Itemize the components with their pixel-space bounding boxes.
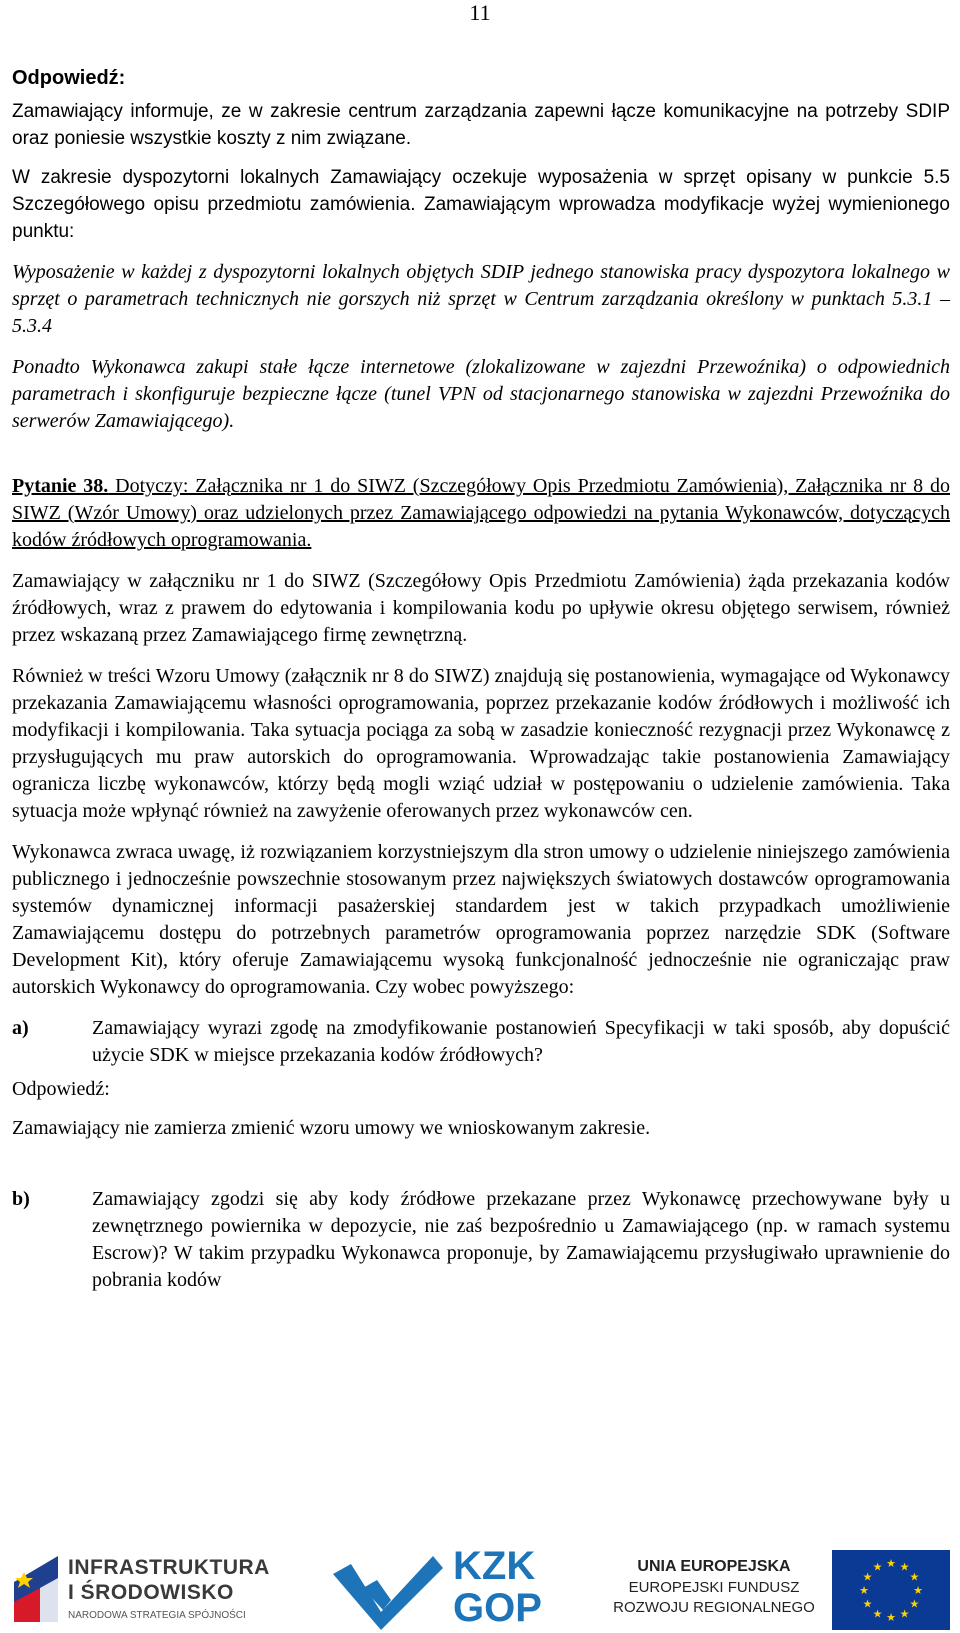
gop-text: GOP bbox=[453, 1586, 542, 1630]
infrastruktura-subtitle: I ŚRODOWISKO bbox=[68, 1581, 234, 1604]
svg-text:★: ★ bbox=[886, 1557, 896, 1570]
answer-paragraph-1: Zamawiający informuje, ze w zakresie centrum zarządzania zapewni łącze komunikacyjne na potrzeby SDIP oraz poniesie wszystkie koszty z nim związane. bbox=[12, 101, 950, 149]
footer-logos bbox=[0, 1540, 960, 1633]
question-38-title: Dotyczy: Załącznika nr 1 do SIWZ (Szczegółowy Opis Przedmiotu Zamówienia), Załącznika nr 8 do SIWZ (Wzór Umowy) oraz udzielonych przez Zamawiającego odpowiedzi na pytania Wykonawców, dotyczących kodów źródłowych oprogramowania. bbox=[12, 475, 951, 551]
italic-modification-1: Wyposażenie w każdej z dyspozytorni lokalnych objętych SDIP jednego stanowiska pracy dyspozytora lokalnego w sprzęt o parametrach technicznych nie gorszych niż sprzęt w Centrum zarządzania określony w punktach 5.3.1 – 5.3.4 bbox=[12, 261, 950, 337]
eu-fund-text bbox=[608, 1556, 820, 1618]
list-item-a-label: a) bbox=[12, 1017, 29, 1039]
list-item-b-text: Zamawiający zgodzi się aby kody źródłowe przekazane przez Wykonawcę przechowywane były u zewnętrznego powiernika w depozycie, nie zaś bezpośrednio u Zamawiającego (np. w ramach systemu Escrow)? W takim przypadku Wykonawca proponuje, by Zamawiającemu przysługiwało uprawnienie do pobrania kodów bbox=[92, 1188, 950, 1291]
eu-fund-line-2: ROZWOJU REGIONALNEGO bbox=[613, 1599, 815, 1616]
answer-paragraph-2 bbox=[12, 164, 950, 245]
answer-paragraph-2-part-a: W zakresie dyspozytorni lokalnych Zamawiający oczekuje wyposażenia w sprzęt opisany w punkcie 5.5 Szczegółowego opisu przedmiotu zamówienia. bbox=[12, 167, 950, 215]
question-38-paragraph-1: Zamawiający w załączniku nr 1 do SIWZ (Szczegółowy Opis Przedmiotu Zamówienia) żąda przekazania kodów źródłowych, wraz z prawem do edytowania i kompilowania kodu po upływie okresu objętego serwisem, również przez wskazaną przez Zamawiającego firmę zewnętrzną. bbox=[12, 570, 950, 646]
infrastruktura-emblem-icon bbox=[10, 1552, 62, 1626]
svg-text:★: ★ bbox=[859, 1584, 869, 1597]
question-38-paragraph-3: Wykonawca zwraca uwagę, iż rozwiązaniem korzystniejszym dla stron umowy o udzielenie niniejszego zamówienia publicznego i jednocześnie powszechnie stosowanym przez największych światowych dostawców oprogramowania systemów dynamicznej informacji pasażerskiej standardem jest w takich przypadkach umożliwienie Zamawiającemu dostępu do potrzebnych parametrów oprogramowania poprzez narzędzie SDK (Software Development Kit), który oferuje Zamawiającemu wysoką funkcjonalność jednocześnie nie ograniczając praw autorskich Wykonawcy do oprogramowania. Czy wobec powyższego: bbox=[12, 841, 950, 998]
svg-text:★: ★ bbox=[909, 1570, 920, 1584]
svg-text:★: ★ bbox=[872, 1560, 883, 1574]
svg-text:★: ★ bbox=[872, 1607, 883, 1621]
svg-text:★: ★ bbox=[862, 1597, 873, 1611]
kzk-gop-logo bbox=[333, 1546, 543, 1630]
page-number: 11 bbox=[469, 0, 491, 25]
document-body bbox=[12, 64, 950, 1294]
infrastruktura-title: INFRASTRUKTURA bbox=[68, 1556, 270, 1579]
svg-text:★: ★ bbox=[913, 1584, 923, 1597]
infrastruktura-logo bbox=[10, 1552, 270, 1626]
kzk-gop-logo-icon bbox=[333, 1554, 443, 1630]
italic-modification-2: Ponadto Wykonawca zakupi stałe łącze internetowe (zlokalizowane w zajezdni Przewoźnika) o odpowiednich parametrach i skonfiguruje bezpieczne łącze (tunel VPN od stacjonarnego stanowiska w zajezdni Przewoźnika do serwerów Zamawiającego). bbox=[12, 356, 950, 432]
question-38-heading bbox=[12, 473, 950, 554]
eu-title: UNIA EUROPEJSKA bbox=[637, 1558, 791, 1575]
answer-paragraph-2-part-b: Zamawiającym wprowadza modyfikacje wyżej wymienionego punktu: bbox=[12, 194, 950, 242]
svg-text:★: ★ bbox=[862, 1570, 873, 1584]
svg-text:★: ★ bbox=[886, 1611, 896, 1624]
answer-heading: Odpowiedź: bbox=[12, 67, 126, 89]
list-item-a bbox=[12, 1015, 950, 1069]
answer-38a-text: Zamawiający nie zamierza zmienić wzoru umowy we wnioskowanym zakresie. bbox=[12, 1117, 651, 1139]
list-item-b-label: b) bbox=[12, 1188, 30, 1210]
infrastruktura-tagline: NARODOWA STRATEGIA SPÓJNOŚCI bbox=[68, 1610, 246, 1621]
svg-text:★: ★ bbox=[909, 1597, 920, 1611]
list-item-a-text: Zamawiający wyrazi zgodę na zmodyfikowanie postanowień Specyfikacji w taki sposób, aby dopuścić użycie SDK w miejsce przekazania kodów źródłowych? bbox=[92, 1017, 950, 1066]
kzk-text: KZK bbox=[453, 1544, 536, 1588]
answer-38a-heading: Odpowiedź: bbox=[12, 1078, 110, 1100]
question-38-label: Pytanie 38. bbox=[12, 475, 109, 497]
svg-text:★: ★ bbox=[899, 1607, 910, 1621]
eu-fund-line-1: EUROPEJSKI FUNDUSZ bbox=[628, 1579, 800, 1596]
question-38-paragraph-2: Również w treści Wzoru Umowy (załącznik nr 8 do SIWZ) znajdują się postanowienia, wymagające od Wykonawcy przekazania Zamawiającemu własności oprogramowania, poprzez przekazanie kodów źródłowych i możliwość ich modyfikacji i kompilowania. Taka sytuacja pociąga za sobą w zasadzie konieczność rezygnacji przez Wykonawcę z przysługujących mu praw autorskich do oprogramowania. Wprowadzając takie postanowienia Zamawiający ogranicza liczbę wykonawców, którzy będą mogli wziąć udział w postępowaniu o udzielenie zamówienia. Taka sytuacja może wpłynąć również na zawyżenie oferowanych przez wykonawców cen. bbox=[12, 665, 950, 822]
eu-flag-icon bbox=[832, 1550, 950, 1630]
list-item-b bbox=[12, 1186, 950, 1294]
svg-text:★: ★ bbox=[899, 1560, 910, 1574]
